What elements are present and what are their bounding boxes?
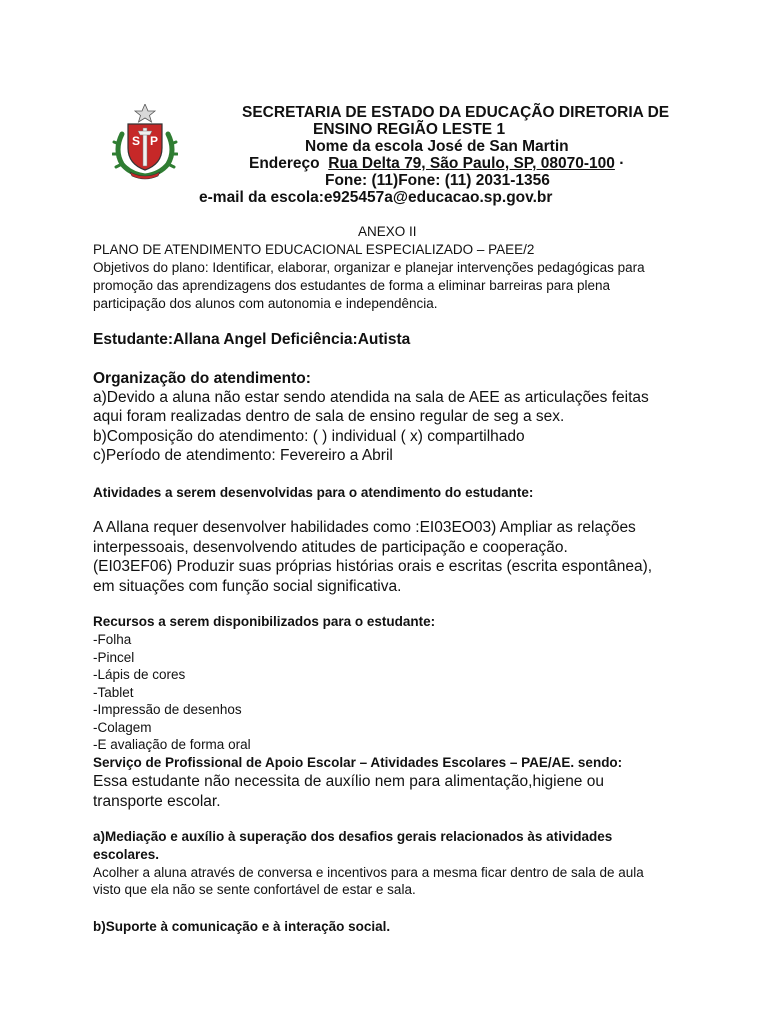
mediation-line: visto que ela não se sente confortável de estar e sala. xyxy=(93,882,416,897)
objectives-line: participação dos alunos com autonomia e independência. xyxy=(93,296,438,311)
objectives-line: promoção das aprendizagens dos estudantes de forma a eliminar barreiras para plena xyxy=(93,278,611,293)
school-name: Nome da escola José de San Martin xyxy=(305,138,569,155)
support-line: Essa estudante não necessita de auxílio nem para alimentação,higiene ou xyxy=(93,773,604,790)
communication-heading: b)Suporte à comunicação e à interação social. xyxy=(93,919,391,934)
support-heading: Serviço de Profissional de Apoio Escolar – Atividades Escolares – PAE/AE. sendo: xyxy=(93,755,623,770)
logo-letter-p: P xyxy=(149,134,159,148)
school-phone: Fone: (11)Fone: (11) 2031-1356 xyxy=(325,172,550,189)
mediation-heading: escolares. xyxy=(93,847,160,862)
school-address xyxy=(249,155,624,173)
resource-item: -Impressão de desenhos xyxy=(93,702,242,717)
address-label: Endereço xyxy=(249,155,320,172)
resource-item: -Folha xyxy=(93,632,132,647)
header-line-1: SECRETARIA DE ESTADO DA EDUCAÇÃO DIRETORIA DE xyxy=(242,104,670,121)
student-line: Estudante:Allana Angel Deficiência:Autista xyxy=(93,331,411,348)
sp-coat-of-arms-logo xyxy=(112,104,178,180)
resource-item: -Colagem xyxy=(93,720,152,735)
annex-label: ANEXO II xyxy=(358,224,417,239)
activities-line: (EI03EF06) Produzir suas próprias histórias orais e escritas (escrita espontânea), xyxy=(93,558,653,575)
organization-line: a)Devido a aluna não estar sendo atendida na sala de AEE as articulações feitas xyxy=(93,389,649,406)
address-link[interactable]: Rua Delta 79, São Paulo, SP, 08070-100 xyxy=(328,155,615,172)
mediation-line: Acolher a aluna através de conversa e incentivos para a mesma ficar dentro de sala de aula xyxy=(93,865,644,880)
school-email: e-mail da escola:e925457a@educacao.sp.gov.br xyxy=(199,189,553,206)
header-line-2: ENSINO REGIÃO LESTE 1 xyxy=(313,121,506,138)
activities-heading: Atividades a serem desenvolvidas para o atendimento do estudante: xyxy=(93,485,534,500)
organization-line: c)Período de atendimento: Fevereiro a Abril xyxy=(93,447,393,464)
activities-line: interpessoais, desenvolvendo atitudes de participação e cooperação. xyxy=(93,539,568,556)
plan-title: PLANO DE ATENDIMENTO EDUCACIONAL ESPECIALIZADO – PAEE/2 xyxy=(93,242,535,257)
shield xyxy=(128,124,162,170)
objectives-line: Objetivos do plano: Identificar, elaborar, organizar e planejar intervenções pedagógicas para xyxy=(93,260,645,275)
organization-line: b)Composição do atendimento: ( ) individual ( x) compartilhado xyxy=(93,428,525,445)
resource-item: -Pincel xyxy=(93,650,135,665)
mediation-heading: a)Mediação e auxílio à superação dos desafios gerais relacionados às atividades xyxy=(93,829,613,844)
organization-heading: Organização do atendimento: xyxy=(93,370,311,387)
activities-line: A Allana requer desenvolver habilidades como :EI03EO03) Ampliar as relações xyxy=(93,519,636,536)
support-line: transporte escolar. xyxy=(93,793,221,810)
address-suffix: · xyxy=(614,155,625,172)
resource-item: -E avaliação de forma oral xyxy=(93,737,251,752)
resources-heading: Recursos a serem disponibilizados para o estudante: xyxy=(93,614,436,629)
resource-item: -Tablet xyxy=(93,685,134,700)
logo-letter-s: S xyxy=(131,134,141,148)
resource-item: -Lápis de cores xyxy=(93,667,186,682)
star-crest xyxy=(135,104,155,122)
organization-line: aqui foram realizadas dentro de sala de ensino regular de seg a sex. xyxy=(93,408,565,425)
activities-line: em situações com função social significativa. xyxy=(93,578,402,595)
